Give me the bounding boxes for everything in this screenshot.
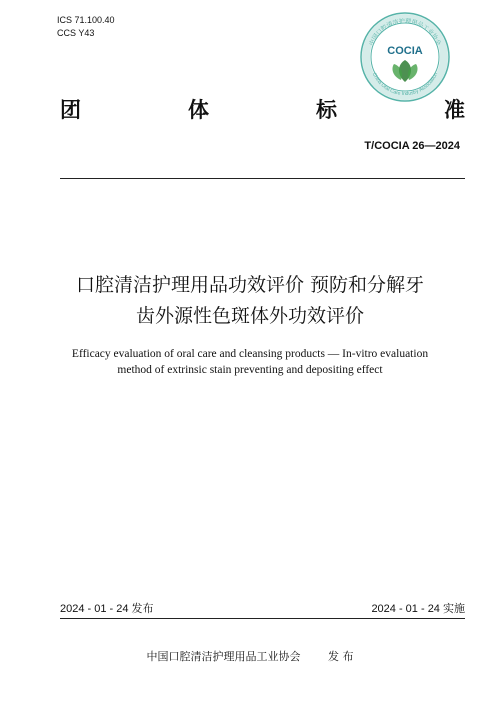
standard-type-heading: [60, 94, 465, 124]
cocia-logo: [358, 10, 452, 104]
english-title: [30, 346, 470, 378]
issue-date: 2024 - 01 - 24 发布: [60, 603, 154, 615]
classification-codes: [57, 14, 115, 40]
std-type-char-4: 准: [444, 98, 465, 122]
standard-code: T/COCIA 26—2024: [364, 140, 460, 152]
implementation-date: 2024 - 01 - 24 实施: [371, 603, 465, 615]
english-title-line-2: method of extrinsic stain preventing and depositing effect: [117, 364, 383, 376]
chinese-title-line-1: 口腔清洁护理用品功效评价 预防和分解牙: [75, 274, 425, 296]
top-divider: [60, 178, 465, 179]
std-type-char-1: 团: [60, 98, 81, 122]
english-title-line-1: Efficacy evaluation of oral care and cleansing products — In-vitro evaluation: [71, 348, 429, 360]
publisher-action: 发 布: [328, 650, 354, 663]
logo-ring-text: China Oral Care Industry Association: [370, 71, 440, 98]
publisher-line: [0, 648, 500, 664]
logo-arc-text: 中国口腔清洁护理用品工业协会: [368, 17, 442, 47]
ics-code: ICS 71.100.40: [57, 15, 115, 25]
chinese-title-line-2: 齿外源性色斑体外功效评价: [135, 305, 364, 327]
publisher-name: 中国口腔清洁护理用品工业协会: [146, 650, 301, 663]
std-type-char-3: 标: [316, 98, 337, 122]
cocia-seal-icon: [358, 10, 452, 104]
chinese-title: [30, 270, 470, 332]
bottom-divider: [60, 618, 465, 619]
std-type-char-2: 体: [188, 98, 209, 122]
ccs-code: CCS Y43: [57, 28, 95, 38]
logo-text: COCIA: [387, 45, 423, 57]
